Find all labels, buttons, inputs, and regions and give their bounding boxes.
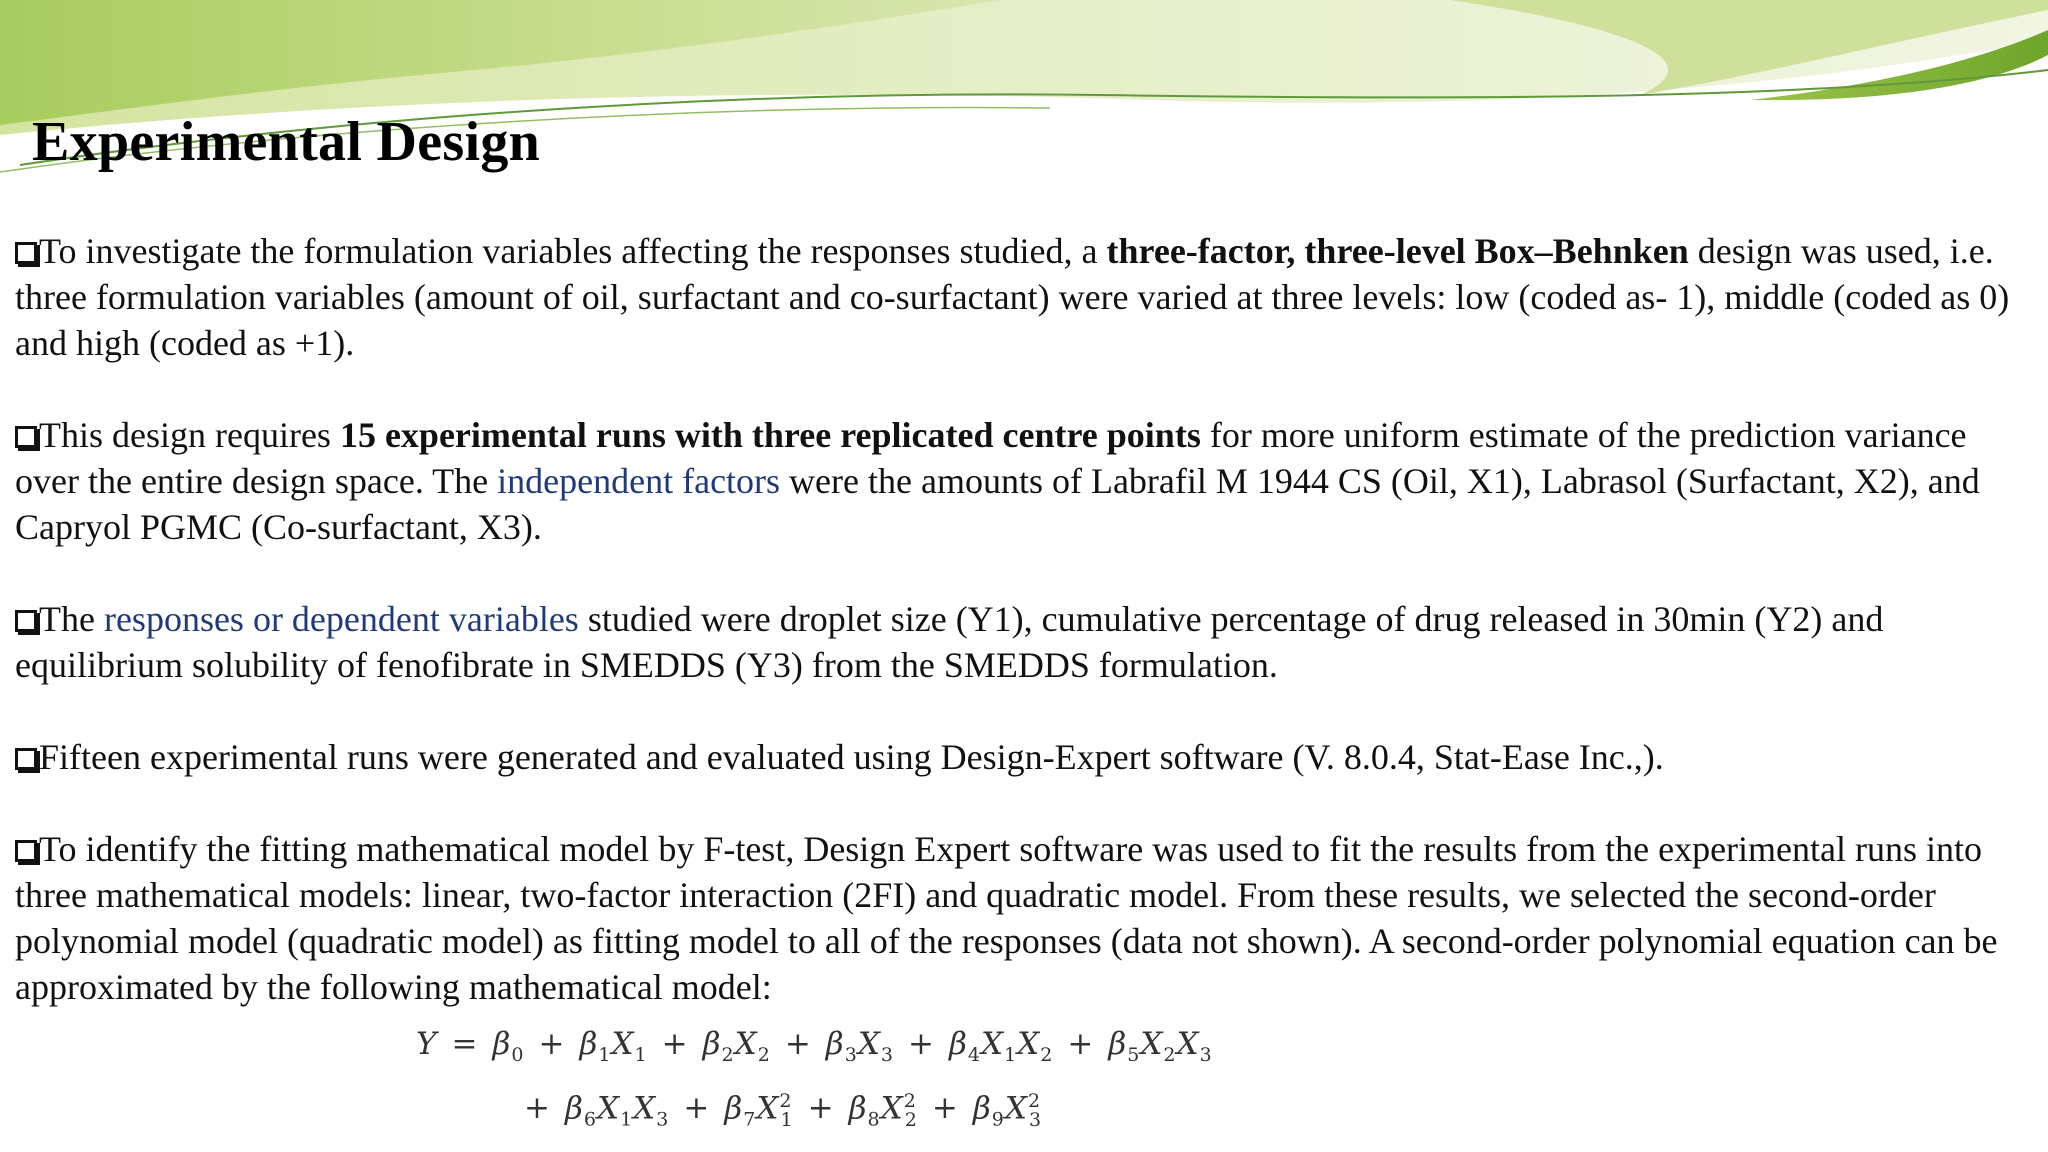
bold-text: 15 experimental runs with three replicated centre points bbox=[339, 415, 1201, 455]
equation-line-2: + $\beta_6X_1X_3 + \beta_7X^2_1 + \beta_8X^2_2 + \beta_9X^2_3$ bbox=[524, 1090, 1043, 1131]
bullet-paragraph-model: To identify the fitting mathematical model by F-test, Design Expert software was used to fit the results from the experimental runs into three mathematical models: linear, two-factor interaction (2FI) and quadratic model. From these results, we selected the second-order polynomial model (quadratic model) as fitting model to all of the responses (data not shown). A second-order polynomial equation can be approximated by the following mathematical model: bbox=[15, 829, 1998, 1007]
highlight-dependent-variables: responses or dependent variables bbox=[103, 599, 579, 639]
highlight-independent-factors: independent factors bbox=[497, 461, 781, 501]
slide-title: Experimental Design bbox=[32, 111, 541, 173]
checkbox-bullet-icon bbox=[15, 242, 37, 264]
bullet-paragraph-responses: The responses or dependent variables studied were droplet size (Y1), cumulative percentage of drug released in 30min (Y2) and equilibrium solubility of fenofibrate in SMEDDS (Y3) from the SMEDDS formulation. bbox=[15, 599, 1884, 685]
bullet-paragraph-software: Fifteen experimental runs were generated and evaluated using Design-Expert software (V. 8.0.4, Stat-Ease Inc.,). bbox=[15, 734, 2015, 780]
equation-line-1: $Y = \beta_0 + \beta_1X_1 + \beta_2X_2 + \beta_3X_3 + \beta_4X_1X_2 + \beta_5X_2X_3$ bbox=[416, 1026, 1213, 1067]
bullet-paragraph-design: To investigate the formulation variables affecting the responses studied, a three-factor, three-level Box–Behnken design was used, i.e. three formulation variables (amount of oil, surfactant and co-surfactant) were varied at three levels: low (coded as- 1), middle (coded as 0) and high (coded as +1). bbox=[15, 231, 2010, 363]
bold-text: three-factor, three-level Box–Behnken bbox=[1106, 231, 1689, 271]
slide-body bbox=[15, 228, 2015, 1014]
bullet-paragraph-runs: This design requires 15 experimental runs with three replicated centre points for more uniform estimate of the prediction variance over the entire design space. The independent factors were the amounts of Labrafil M 1944 CS (Oil, X1), Labrasol (Surfactant, X2), and Capryol PGMC (Co-surfactant, X3). bbox=[15, 415, 1980, 547]
checkbox-bullet-icon bbox=[15, 748, 37, 770]
checkbox-bullet-icon bbox=[15, 610, 37, 632]
checkbox-bullet-icon bbox=[15, 840, 37, 862]
checkbox-bullet-icon bbox=[15, 426, 37, 448]
